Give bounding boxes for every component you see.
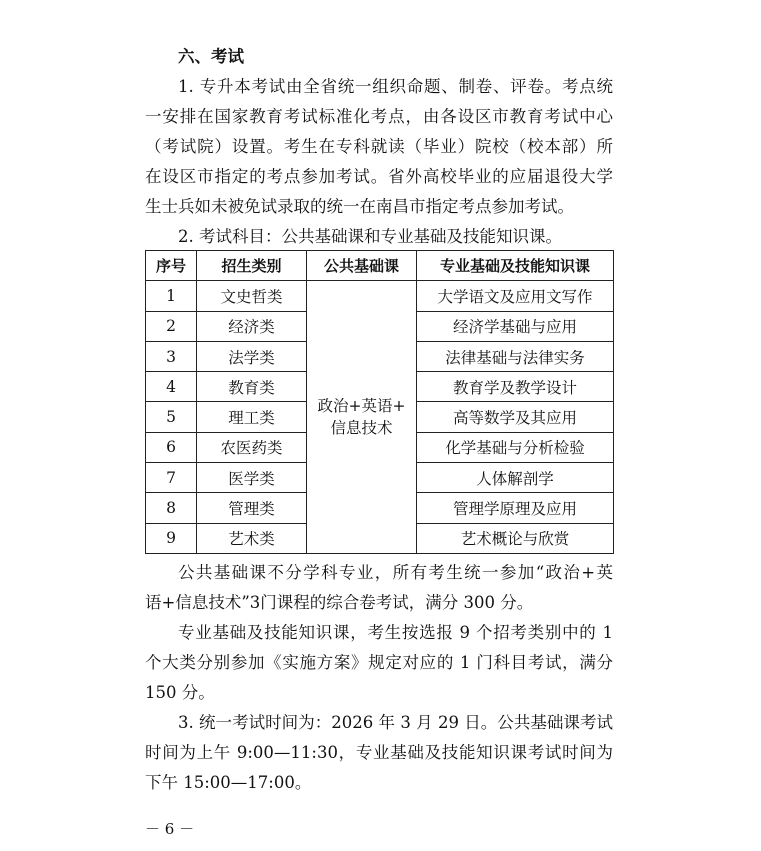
para1-line: 生士兵如未被免试录取的统一在南昌市指定考点参加考试。 (145, 197, 574, 216)
para4-line: 个大类分别参加《实施方案》规定对应的 1 门科目考试，满分 (145, 653, 613, 672)
table-row (146, 281, 614, 311)
para3-line: 语+信息技术”3门课程的综合卷考试，满分 300 分。 (145, 593, 534, 612)
row-number: 5 (146, 402, 197, 432)
para5-line: 3. 统一考试时间为：2026 年 3 月 29 日。公共基础课考试 (178, 713, 613, 732)
row-specialty-course: 化学基础与分析检验 (417, 432, 614, 462)
row-category: 经济类 (197, 311, 307, 341)
para2: 2. 考试科目：公共基础课和专业基础及技能知识课。 (178, 227, 562, 246)
common-course-cell (307, 281, 417, 554)
row-category: 农医药类 (197, 432, 307, 462)
row-specialty-course: 教育学及教学设计 (417, 372, 614, 402)
para3-line: 公共基础课不分学科专业，所有考生统一参加“政治+英 (178, 563, 613, 582)
table-header-row (146, 251, 614, 281)
row-category: 教育类 (197, 372, 307, 402)
row-specialty-course: 经济学基础与应用 (417, 311, 614, 341)
row-specialty-course: 法律基础与法律实务 (417, 341, 614, 371)
header-no: 序号 (146, 251, 197, 281)
row-category: 医学类 (197, 463, 307, 493)
row-number: 7 (146, 463, 197, 493)
common-course-line: 信息技术 (330, 419, 393, 438)
para4-line: 150 分。 (145, 683, 215, 702)
row-number: 8 (146, 493, 197, 523)
row-category: 管理类 (197, 493, 307, 523)
row-category: 艺术类 (197, 523, 307, 553)
row-number: 3 (146, 341, 197, 371)
row-specialty-course: 管理学原理及应用 (417, 493, 614, 523)
header-specialty: 专业基础及技能知识课 (417, 251, 614, 281)
row-category: 文史哲类 (197, 281, 307, 311)
row-category: 理工类 (197, 402, 307, 432)
section-heading: 六、考试 (178, 47, 244, 66)
para1-line: （考试院）设置。考生在专科就读（毕业）院校（校本部）所 (145, 137, 613, 156)
para4-line: 专业基础及技能知识课，考生按选报 9 个招考类别中的 1 (178, 623, 613, 642)
para1-line: 1. 专升本考试由全省统一组织命题、制卷、评卷。考点统 (178, 77, 613, 96)
page-number: － 6 － (145, 820, 195, 838)
row-specialty-course: 高等数学及其应用 (417, 402, 614, 432)
subjects-table (145, 250, 614, 554)
row-category: 法学类 (197, 341, 307, 371)
row-number: 9 (146, 523, 197, 553)
row-specialty-course: 大学语文及应用文写作 (417, 281, 614, 311)
row-number: 2 (146, 311, 197, 341)
row-specialty-course: 艺术概论与欣赏 (417, 523, 614, 553)
para5-line: 下午 15:00—17:00。 (145, 773, 312, 792)
header-category: 招生类别 (197, 251, 307, 281)
para1-line: 在设区市指定的考点参加考试。省外高校毕业的应届退役大学 (145, 167, 613, 186)
row-specialty-course: 人体解剖学 (417, 463, 614, 493)
row-number: 6 (146, 432, 197, 462)
common-course-line: 政治+英语+ (317, 397, 406, 416)
row-number: 1 (146, 281, 197, 311)
header-common: 公共基础课 (307, 251, 417, 281)
para1-line: 一安排在国家教育考试标准化考点，由各设区市教育考试中心 (145, 107, 613, 126)
para5-line: 时间为上午 9:00—11:30，专业基础及技能知识课考试时间为 (145, 743, 613, 762)
row-number: 4 (146, 372, 197, 402)
